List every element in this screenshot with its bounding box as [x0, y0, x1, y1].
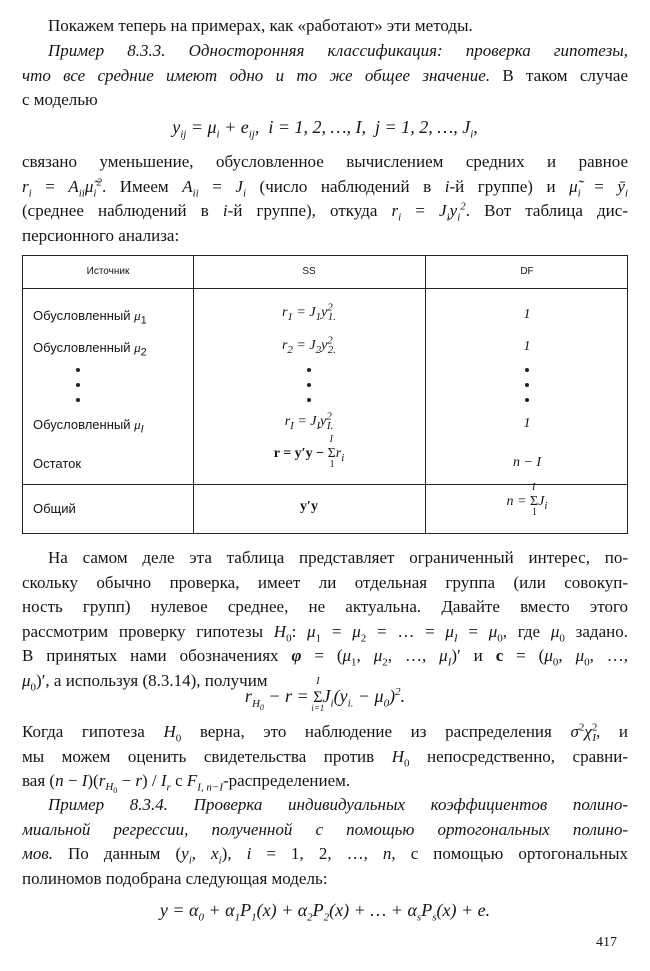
row-1-source: Обусловленный $\mu_1$ [33, 308, 147, 327]
row-1-ss: $r_1 = J_1y^2_{1.}$ [281, 301, 337, 323]
row-I-source: Обусловленный $\mu_I$ [33, 417, 144, 436]
example-8-3-4-lines: миальной регрессии, полученной с помощью ортогональных полино- мов. По данным ($y_i$, $x_i$), i = 1, 2, …, n, с помощью ортогональных полиномов подобрана следующая модель: [22, 819, 628, 888]
polynomial-equation: $y = \alpha_0 + \alpha_1P_1(x) + \alpha_2P_2(x)$ + … + $\alpha_sP_s(x) + e$. [159, 900, 491, 924]
header-source: Источник [86, 266, 130, 277]
row-2-ss: $r_2 = J_2y^2_{2.}$ [281, 334, 337, 356]
row-2-source: Обусловленный $\mu_2$ [33, 340, 147, 359]
row-residual-ss: r = y′y − I Σ 1 $r_i$ [273, 434, 345, 470]
intro-paragraph [22, 14, 628, 39]
ellipsis-dot [307, 383, 311, 387]
row-I-df: 1 [523, 416, 531, 431]
table-header-divider [23, 288, 627, 289]
page-number: 417 [596, 935, 617, 950]
model-equation: $y_{ij} = \mu_i + e_{ij}$, i = 1, 2, …, I, j = 1, 2, …, $J_i$, [172, 117, 478, 141]
row-total-source: Общий [33, 501, 76, 516]
row-1-df: 1 [523, 307, 531, 322]
rh0-equation: $r_{H_0} - r$ = I Σ i=1 $J_i(y_{i.} - \mu_0)^2$. [244, 676, 406, 713]
header-df: DF [520, 266, 534, 277]
row-residual-df: n − I [512, 455, 542, 470]
table-total-divider [23, 484, 627, 485]
row-total-ss: y′y [300, 499, 318, 514]
ellipsis-dot [525, 383, 529, 387]
ellipsis-dot [307, 398, 311, 402]
ellipsis-dot [307, 368, 311, 372]
row-2-df: 1 [523, 339, 531, 354]
example-8-3-3-line3: с моделью [22, 90, 98, 109]
intro-text: Покажем теперь на примерах, как «работают» эти методы. [48, 16, 473, 35]
ellipsis-row [23, 364, 629, 404]
after-model-paragraph: связано уменьшение, обусловленное вычислением средних и равное $r_i$ = $A_{ii}\mũ_i^2$. Имеем $A_{ii} = J_i$ (число наблюдений в i-й группе) и $\mũ_i$ = $ȳ_i$ (среднее наблюдений в i-й группе), откуда $r_i = J_iy_i^2$. Вот таблица дис- персионного анализа: [22, 152, 628, 245]
anova-table [22, 255, 628, 534]
ellipsis-dot [525, 368, 529, 372]
row-total-df: n = I Σ 1 $J_i$ [506, 482, 548, 518]
ellipsis-dot [76, 368, 80, 372]
ellipsis-dot [76, 383, 80, 387]
example-8-3-4-paragraph: Пример 8.3.4. Проверка индивидуальных коэффициентов полино- [48, 795, 628, 814]
after-table-paragraph: На самом деле эта таблица представляет ограниченный интерес, по- [48, 548, 628, 567]
after-table-lines: скольку обычно проверка, имеет ли отдельная группа (или совокуп- ность групп) нулевое среднее, не актуальна. Давайте вместо этого рассмотрим проверку гипотезы $H_0$: $\mu_1 = \mu_2$ = … = $\mu_I = \mu_0$, где $\mu_0$ задано. В принятых нами обозначениях $\varphi = (\mu_1$, $\mu_2$, …, $\mu_I)'$ и $c = (\mu_0$, $\mu_0$, …, $\mu_0)'$, а используя (8.3.14), получим [22, 572, 628, 693]
conclusion-paragraph: Когда гипотеза $H_0$ верна, это наблюдение из распределения $\sigma^2\chi^2_I$, и мы можем оценить свидетельства против $H_0$ непосредственно, сравни- вая $(n - I)(r_{H_0} - r) / I_r$ с $F_{I, n-I}$-распределением. [22, 721, 628, 796]
header-ss: SS [302, 266, 316, 277]
ellipsis-dot [525, 398, 529, 402]
example-8-3-3-line2: что все средние имеют одно и то же общее значение. В таком случае [22, 65, 628, 85]
example-8-3-3-heading: Пример 8.3.3. Односторонняя классификация: проверка гипотезы, [48, 41, 628, 60]
ellipsis-dot [76, 398, 80, 402]
row-I-ss: $r_I = J_Iy^2_{I.}$ [284, 410, 334, 432]
row-residual-source: Остаток [33, 456, 82, 471]
